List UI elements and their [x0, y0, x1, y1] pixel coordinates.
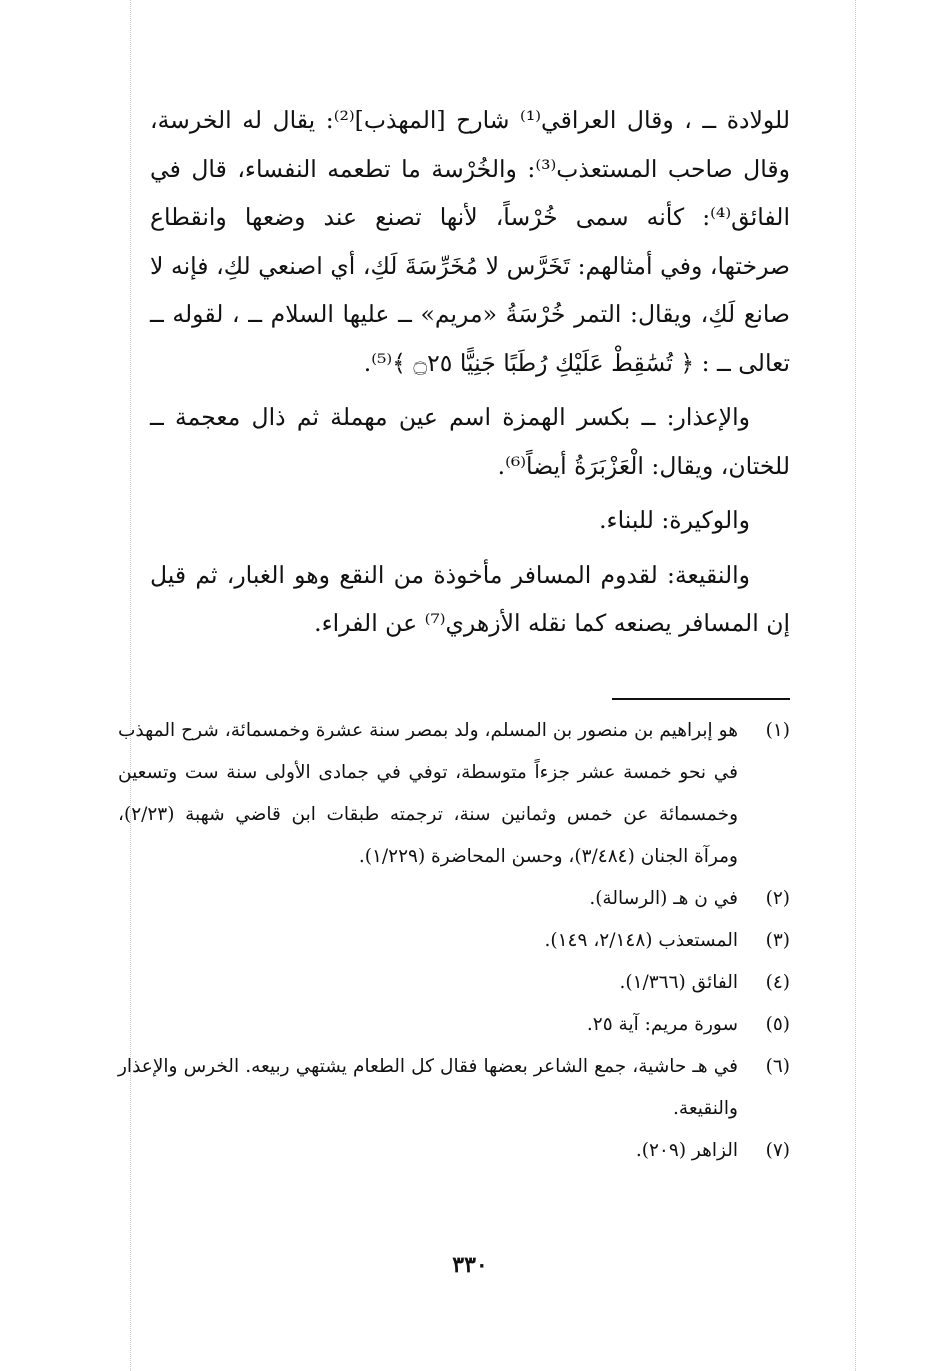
footnote-text: الفائق (١/٣٦٦).	[619, 972, 738, 993]
footnote-item	[118, 878, 790, 920]
footnotes	[118, 710, 790, 1172]
footnote-item	[118, 962, 790, 1004]
footnote-separator	[612, 698, 790, 700]
footnote-text: سورة مريم: آية ٢٥.	[586, 1014, 738, 1035]
paragraph-wakira: والوكيرة: للبناء.	[599, 506, 750, 534]
paragraph-walimah-khursa: للولادة ــ ، وقال العراقي⁽¹⁾ شارح [المهذب]⁽²⁾: يقال له الخرسة، وقال صاحب المستعذب⁽³⁾: والخُرْسة ما تطعمه النفساء، قال في الفائق⁽⁴⁾: كأنه سمى خُرْساً، لأنها تصنع عند وضعها وانقطاع صرختها، وفي أمثالهم: تَخَرَّس لا مُخَرِّسَةَ لَكِ، أي اصنعي لكِ، فإنه لا صانع لَكِ، ويقال: التمر خُرْسَةُ «مريم» ــ عليها السلام ــ ، لقوله ــ تعالى ــ : ﴿ تُسَٰقِطْ عَلَيْكِ رُطَبًا جَنِيًّا ۝٢٥ ﴾⁽⁵⁾.	[150, 106, 790, 377]
page-number: ٣٣٠	[452, 1252, 488, 1278]
footnote-number: (٧)	[765, 1140, 790, 1161]
paragraph-iadhar: والإعذار: ــ بكسر الهمزة اسم عين مهملة ثم ذال معجمة ــ للختان، ويقال: الْعَزْبَرَةُ أيضاً⁽⁶⁾.	[150, 403, 790, 480]
footnote-text: المستعذب (٢/١٤٨، ١٤٩).	[544, 930, 738, 951]
footnote-text: الزاهر (٢٠٩).	[635, 1140, 738, 1161]
footnote-item	[118, 710, 790, 878]
footnote-text: في هـ حاشية، جمع الشاعر بعضها فقال كل الطعام يشتهي ربيعه. الخرس والإعذار والنقيعة.	[118, 1056, 738, 1119]
footnote-text: هو إبراهيم بن منصور بن المسلم، ولد بمصر سنة عشرة وخمسمائة، شرح المهذب في نحو خمسة عشر جزءاً متوسطة، توفي في جمادى الأولى سنة ست وتسعين وخمسمائة عن خمس وثمانين سنة، ترجمته طبقات ابن قاضي شهبة (٢/٢٣)، ومرآة الجنان (٣/٤٨٤)، وحسن المحاضرة (١/٢٢٩).	[118, 720, 738, 867]
footnote-number: (٤)	[765, 972, 790, 993]
footnote-item	[118, 1004, 790, 1046]
footnote-number: (٣)	[765, 930, 790, 951]
footnote-number: (٢)	[765, 888, 790, 909]
paragraph-naqia: والنقيعة: لقدوم المسافر مأخوذة من النقع وهو الغبار، ثم قيل إن المسافر يصنعه كما نقله الأزهري⁽⁷⁾ عن الفراء.	[150, 560, 790, 637]
main-text	[150, 96, 790, 648]
footnote-item	[118, 1046, 790, 1130]
footnote-number: (٥)	[765, 1014, 790, 1035]
footnote-item	[118, 1130, 790, 1172]
footnote-number: (٦)	[765, 1056, 790, 1077]
footnote-number: (١)	[765, 720, 790, 741]
footnote-text: في ن هـ (الرسالة).	[589, 888, 738, 909]
margin-guide-right	[855, 0, 856, 1371]
footnote-item	[118, 920, 790, 962]
